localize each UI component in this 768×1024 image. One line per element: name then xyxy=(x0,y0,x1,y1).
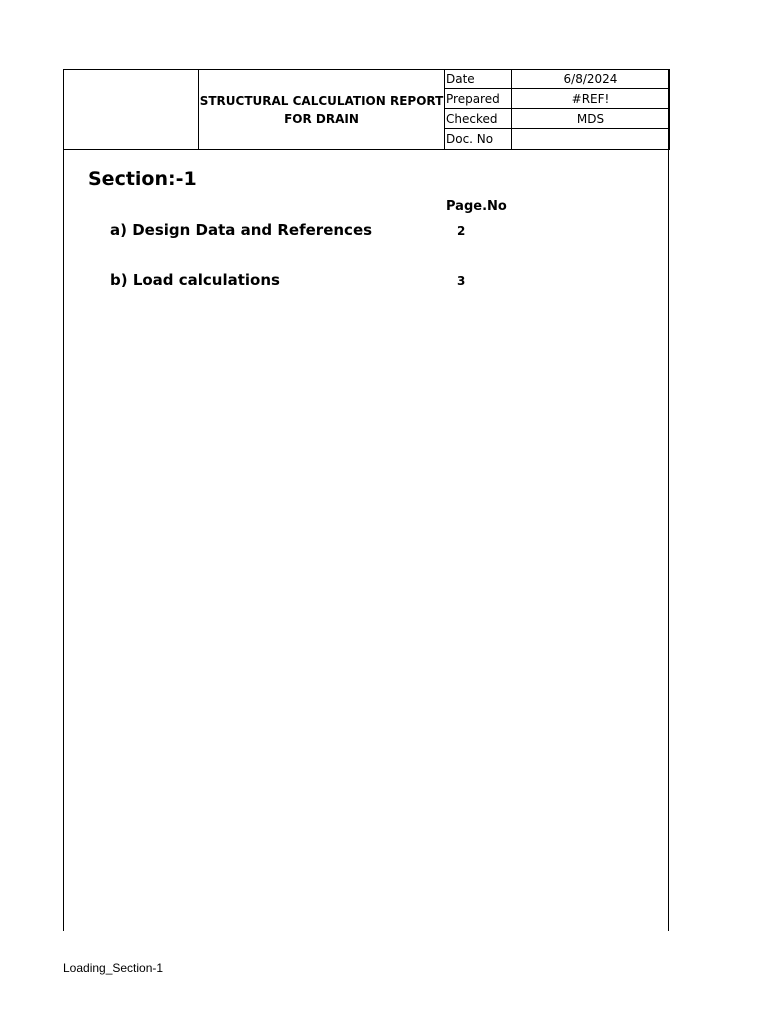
checked-label: Checked xyxy=(445,109,512,129)
logo-cell xyxy=(64,70,199,150)
doc-no-label: Doc. No xyxy=(445,129,512,150)
sheet-name-footer: Loading_Section-1 xyxy=(63,961,164,975)
date-label: Date xyxy=(445,70,512,89)
toc-item-label: b) Load calculations xyxy=(110,271,280,289)
checked-value: MDS xyxy=(512,109,670,129)
report-title-line1: STRUCTURAL CALCULATION REPORT xyxy=(199,93,444,108)
toc-item xyxy=(110,270,530,290)
page-no-heading: Page.No xyxy=(446,199,507,214)
report-title xyxy=(199,70,445,150)
section-heading: Section:-1 xyxy=(88,168,197,190)
prepared-value: #REF! xyxy=(512,89,670,109)
toc-item xyxy=(110,220,530,240)
title-block xyxy=(63,69,670,150)
date-value: 6/8/2024 xyxy=(512,70,670,89)
toc-item-label: a) Design Data and References xyxy=(110,221,373,239)
doc-no-value xyxy=(512,129,670,150)
toc-item-page: 2 xyxy=(457,224,466,238)
report-title-line2: FOR DRAIN xyxy=(284,111,359,126)
page-frame xyxy=(63,69,669,931)
toc-item-page: 3 xyxy=(457,274,466,288)
prepared-label: Prepared xyxy=(445,89,512,109)
